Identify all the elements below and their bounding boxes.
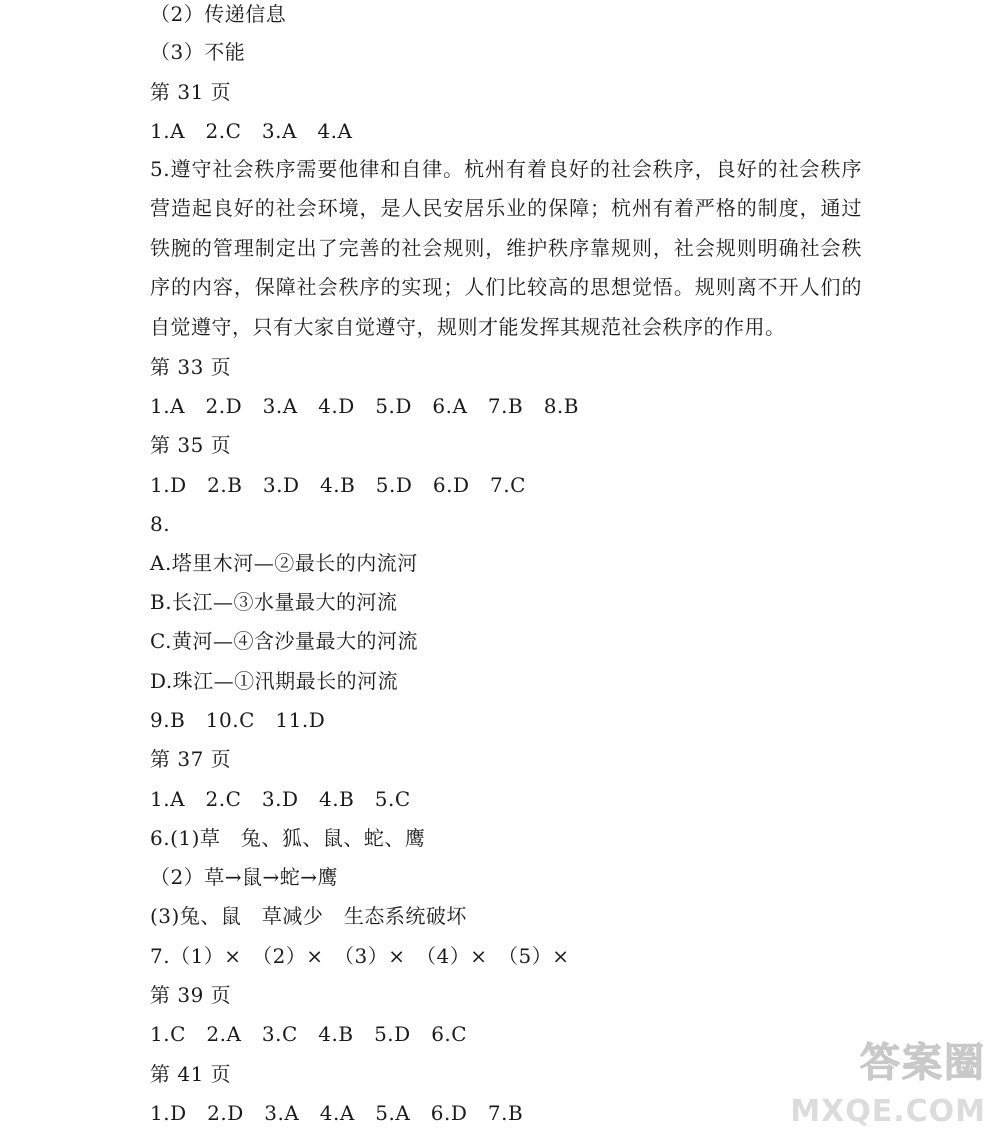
essay-answer-5: 5.遵守社会秩序需要他律和自律。杭州有着良好的社会秩序，良好的社会秩序营造起良好的社会环境，是人民安居乐业的保障；杭州有着严格的制度，通过铁腕的管理制定出了完善的社会规则，维护秩序靠规则，社会规则明确社会秩序的内容，保障社会秩序的实现；人们比较高的思想觉悟。规则离不开人们的自觉遵守，只有大家自觉遵守，规则才能发挥其规范社会秩序的作用。 — [150, 157, 862, 339]
question-8-label: 8. — [150, 512, 171, 536]
answers-page-41: 1.D 2.D 3.A 4.A 5.A 6.D 7.B — [150, 1101, 524, 1125]
answers-page-33: 1.A 2.D 3.A 4.D 5.D 6.A 7.B 8.B — [150, 394, 579, 418]
answers-9-11: 9.B 10.C 11.D — [150, 708, 326, 732]
answers-page-35: 1.D 2.B 3.D 4.B 5.D 6.D 7.C — [150, 473, 526, 497]
page-heading-35: 第 35 页 — [150, 433, 232, 457]
watermark-domain: MXQE.COM — [790, 1094, 986, 1129]
page-heading-31: 第 31 页 — [150, 80, 232, 104]
answer-6-2: （2）草→鼠→蛇→鹰 — [150, 865, 338, 889]
answer-line-2-2: （2）传递信息 — [150, 2, 287, 26]
page-heading-37: 第 37 页 — [150, 747, 232, 771]
answers-page-39: 1.C 2.A 3.C 4.B 5.D 6.C — [150, 1022, 468, 1046]
answers-page-31: 1.A 2.C 3.A 4.A — [150, 119, 353, 143]
answers-page-37: 1.A 2.C 3.D 4.B 5.C — [150, 787, 411, 811]
match-item-d: D.珠江—①汛期最长的河流 — [150, 669, 399, 693]
site-watermark — [790, 1039, 986, 1129]
match-item-b: B.长江—③水量最大的河流 — [150, 590, 398, 614]
answer-line-2-3: （3）不能 — [150, 40, 246, 64]
answer-6-3: (3)兔、鼠 草减少 生态系统破坏 — [150, 904, 467, 928]
match-item-c: C.黄河—④含沙量最大的河流 — [150, 629, 418, 653]
match-item-a: A.塔里木河—②最长的内流河 — [150, 551, 418, 575]
answer-7: 7.（1）× （2）× （3）× （4）× （5）× — [150, 944, 570, 968]
page-heading-39: 第 39 页 — [150, 983, 232, 1007]
answer-6-1: 6.(1)草 兔、狐、鼠、蛇、鹰 — [150, 826, 426, 850]
watermark-logo-text: 答案圈 — [860, 1040, 986, 1086]
page-heading-41: 第 41 页 — [150, 1062, 232, 1086]
page-heading-33: 第 33 页 — [150, 355, 232, 379]
